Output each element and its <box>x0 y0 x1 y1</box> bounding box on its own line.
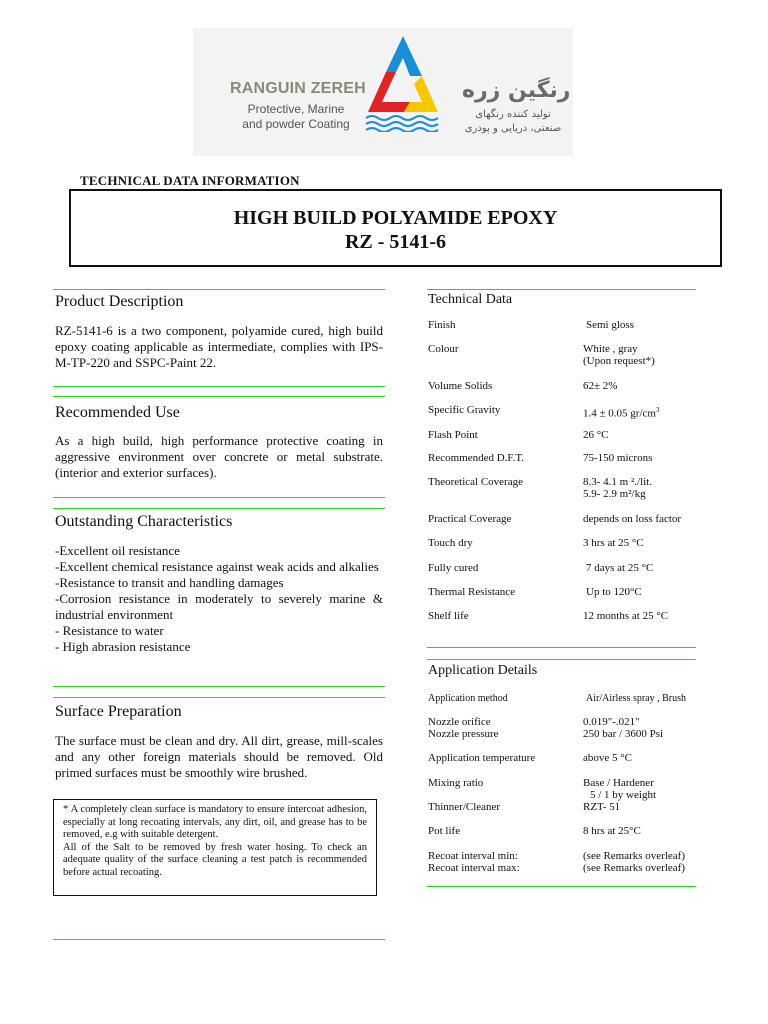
divider <box>53 497 385 498</box>
application-method-label: Application method <box>428 693 508 704</box>
nozzle-orifice-value: 0.019"-.021" <box>583 716 640 728</box>
thinner-label: Thinner/Cleaner <box>428 801 501 813</box>
thermal-resistance-value: Up to 120°C <box>586 586 642 598</box>
theoretical-coverage-value-2: 5.9- 2.9 m²/kg <box>583 488 646 500</box>
theoretical-coverage-value-1: 8.3- 4.1 m ²./lit. <box>583 476 652 488</box>
divider <box>53 289 385 290</box>
list-item: -Resistance to transit and handling damages <box>55 575 284 590</box>
surface-preparation-text: The surface must be clean and dry. All dirt, grease, mill-scales and any other foreign materials should be removed. Old primed surfaces must be smoothly wire brushed. <box>55 733 383 780</box>
touch-dry-value: 3 hrs at 25 °C <box>583 537 644 549</box>
divider <box>53 939 385 940</box>
divider <box>53 508 385 509</box>
brand-tagline <box>236 102 356 132</box>
technical-data-heading: Technical Data <box>428 292 513 307</box>
divider <box>427 886 696 887</box>
finish-value: Semi gloss <box>586 319 634 331</box>
colour-value-1: White , gray <box>583 343 638 355</box>
dft-label: Recommended D.F.T. <box>428 452 525 464</box>
divider <box>53 697 385 698</box>
volume-solids-label: Volume Solids <box>428 380 493 392</box>
application-details-heading: Application Details <box>428 663 538 678</box>
divider <box>53 386 385 387</box>
brand-tagline-persian-line-2: صنعتی، دریایی و پودری <box>464 123 562 134</box>
list-item: - Resistance to water <box>55 623 164 638</box>
recoat-max-value: (see Remarks overleaf) <box>583 862 686 874</box>
volume-solids-value: 62± 2% <box>583 380 618 392</box>
fully-cured-label: Fully cured <box>428 562 479 574</box>
application-temperature-value: above 5 °C <box>583 752 633 764</box>
surface-note-1: * A completely clean surface is mandatory to ensure intercoat adhesion, especially at long recoating intervals, any dirt, oil, and grease has to be removed, e.g with suitable detergent. <box>63 804 367 840</box>
brand-tagline-line-2: and powder Coating <box>242 117 350 131</box>
brand-name: RANGUIN ZEREH <box>230 80 366 97</box>
outstanding-characteristics-heading: Outstanding Characteristics <box>55 513 233 530</box>
characteristics-list <box>55 543 383 655</box>
divider <box>427 289 696 290</box>
nozzle-orifice-label: Nozzle orifice <box>428 716 491 728</box>
thinner-value: RZT- 51 <box>583 801 621 813</box>
surface-preparation-heading: Surface Preparation <box>55 703 182 720</box>
practical-coverage-value: depends on loss factor <box>583 513 682 525</box>
specific-gravity-label: Specific Gravity <box>428 404 501 416</box>
finish-label: Finish <box>428 319 456 331</box>
brand-tagline-persian-line-1: تولید کننده رنگهای <box>475 109 551 120</box>
shelf-life-value: 12 months at 25 °C <box>583 610 669 622</box>
recoat-min-value: (see Remarks overleaf) <box>583 850 686 862</box>
colour-label: Colour <box>428 343 459 355</box>
flash-point-value: 26 °C <box>583 429 609 441</box>
application-temperature-label: Application temperature <box>428 752 536 764</box>
colour-value-2: (Upon request*) <box>583 355 655 367</box>
brand-tagline-line-1: Protective, Marine <box>247 102 345 116</box>
divider <box>53 686 385 687</box>
recommended-use-text: As a high build, high performance protective coating in aggressive environment over concrete or metal substrate. (interior and exterior surfaces). <box>55 433 383 480</box>
mixing-ratio-value-2: 5 / 1 by weight <box>590 789 656 801</box>
application-method-value: Air/Airless spray , Brush <box>586 693 686 704</box>
thermal-resistance-label: Thermal Resistance <box>428 586 516 598</box>
section-label: TECHNICAL DATA INFORMATION <box>80 173 300 188</box>
product-description-heading: Product Description <box>55 293 184 310</box>
specific-gravity-number: 1.4 ± 0.05 gr/cm <box>583 407 656 420</box>
product-code: RZ - 5141-6 <box>344 231 447 253</box>
surface-note-2: All of the Salt to be removed by fresh water hosing. To check an adequate quality of the surface cleaning a test patch is recommended before actual recoating. <box>63 841 367 878</box>
recommended-use-heading: Recommended Use <box>55 404 180 421</box>
title-box <box>69 189 722 267</box>
specific-gravity-value <box>583 404 659 420</box>
product-title: HIGH BUILD POLYAMIDE EPOXY <box>233 207 558 229</box>
pot-life-value: 8 hrs at 25°C <box>583 825 641 837</box>
practical-coverage-label: Practical Coverage <box>428 513 512 525</box>
mixing-ratio-label: Mixing ratio <box>428 777 484 789</box>
dft-value: 75-150 microns <box>583 452 653 464</box>
surface-note-box <box>53 799 377 896</box>
brand-tagline-persian <box>458 108 568 136</box>
company-logo-icon <box>362 32 444 132</box>
brand-name-persian: رنگین زره <box>462 78 571 103</box>
list-item: -Corrosion resistance in moderately to severely marine & industrial environment <box>55 591 383 622</box>
mixing-ratio-value-1: Base / Hardener <box>583 777 654 789</box>
shelf-life-label: Shelf life <box>428 610 469 622</box>
fully-cured-value: 7 days at 25 °C <box>586 562 654 574</box>
flash-point-label: Flash Point <box>428 429 478 441</box>
theoretical-coverage-label: Theoretical Coverage <box>428 476 523 488</box>
pot-life-label: Pot life <box>428 825 461 837</box>
divider <box>427 647 696 648</box>
specific-gravity-superscript: 3 <box>655 406 660 414</box>
product-description-text: RZ-5141-6 is a two component, polyamide cured, high build epoxy coating applicable as intermediate, complies with IPS-M-TP-220 and SSPC-Paint 22. <box>55 323 383 370</box>
list-item: -Excellent oil resistance <box>55 543 180 558</box>
nozzle-pressure-label: Nozzle pressure <box>428 728 499 740</box>
list-item: -Excellent chemical resistance against weak acids and alkalies <box>55 559 379 574</box>
nozzle-pressure-value: 250 bar / 3600 Psi <box>583 728 664 740</box>
recoat-min-label: Recoat interval min: <box>428 850 518 862</box>
recoat-max-label: Recoat interval max: <box>428 862 520 874</box>
touch-dry-label: Touch dry <box>428 537 473 549</box>
divider <box>53 396 385 397</box>
list-item: - High abrasion resistance <box>55 639 191 654</box>
divider <box>427 659 696 660</box>
